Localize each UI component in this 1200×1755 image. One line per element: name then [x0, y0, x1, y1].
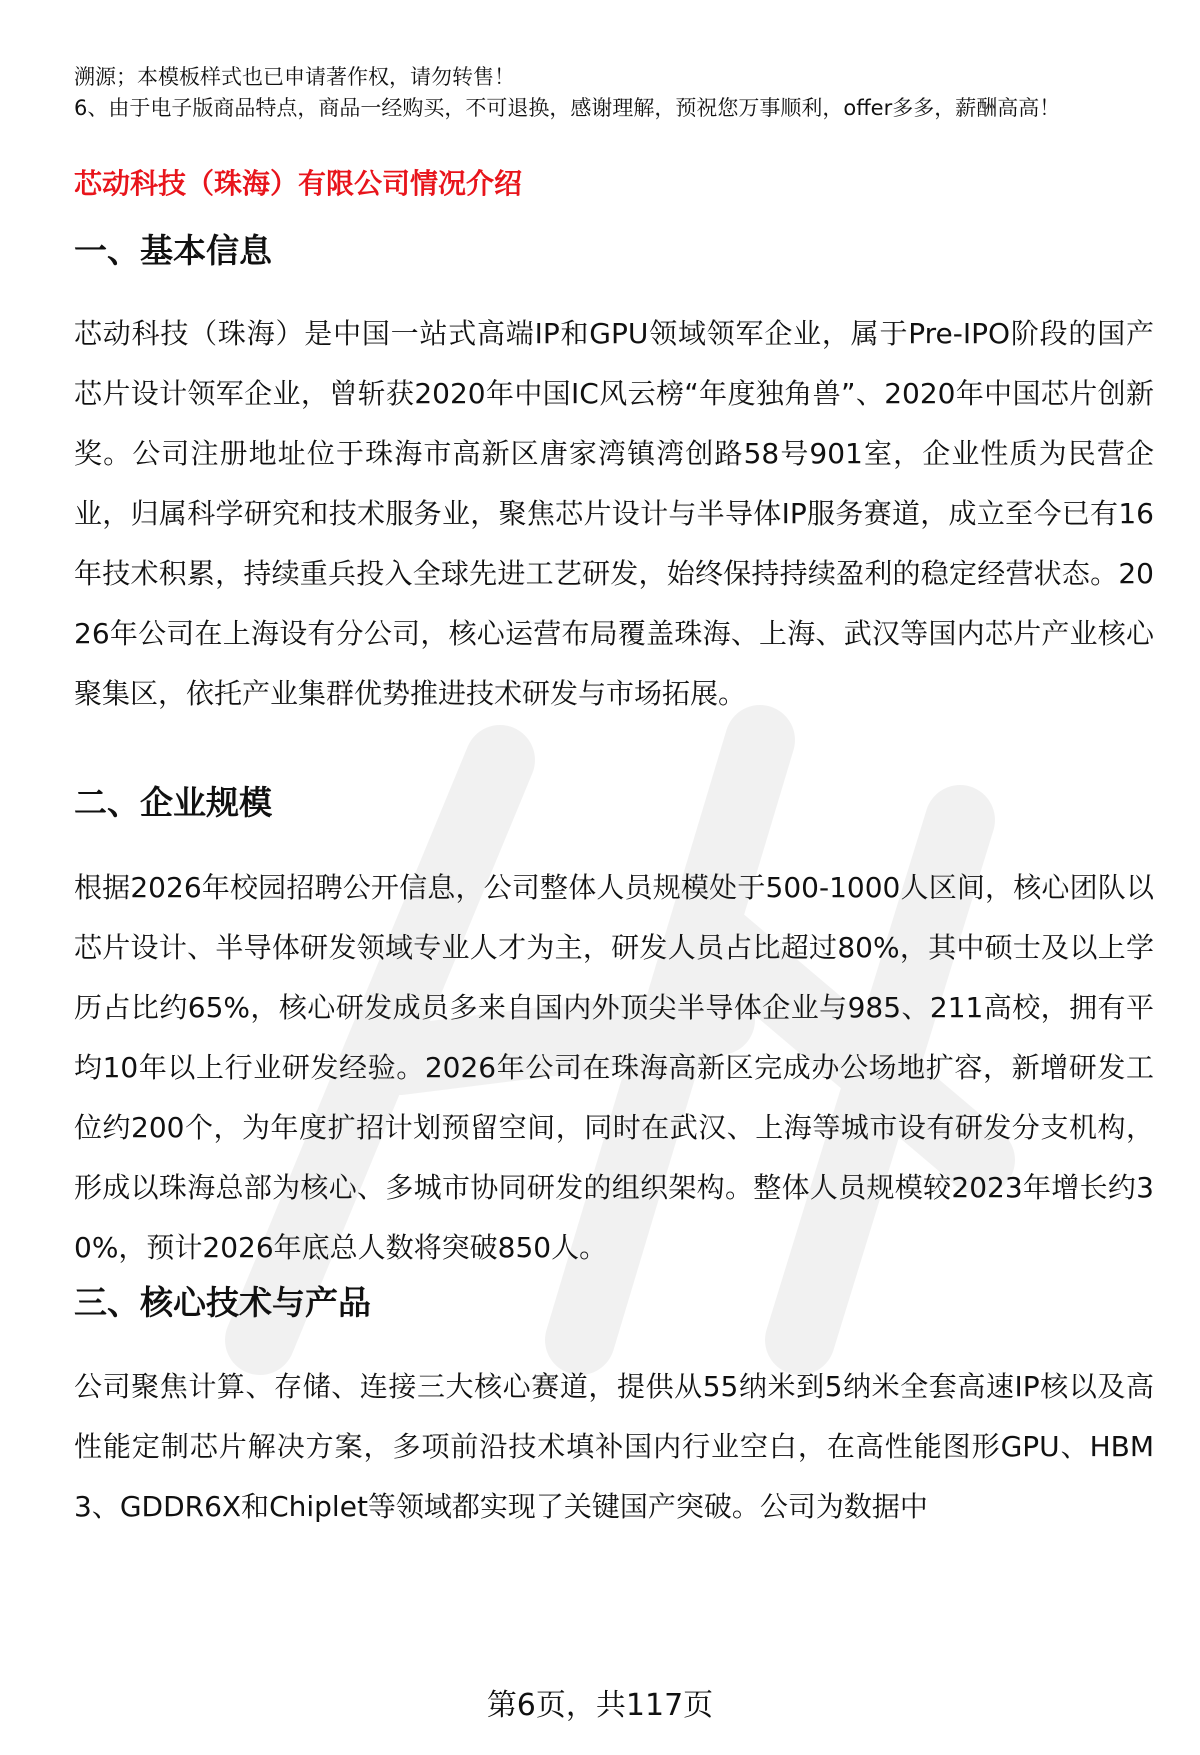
section-body-basic-info: 芯动科技（珠海）是中国一站式高端IP和GPU领域领军企业，属于Pre-IPO阶段的国产芯片设计领军企业，曾斩获2020年中国IC风云榜“年度独角兽”、2020年中国芯片创新奖。公司注册地址位于珠海市高新区唐家湾镇湾创路58号901室，企业性质为民营企业，归属科学研究和技术服务业，聚焦芯片设计与半导体IP服务赛道，成立至今已有16年技术积累，持续重兵投入全球先进工艺研发，始终保持持续盈利的稳定经营状态。2026年公司在上海设有分公司，核心运营布局覆盖珠海、上海、武汉等国内芯片产业核心聚集区，依托产业集群优势推进技术研发与市场拓展。	[74, 317, 1154, 710]
page-number: 第6页，共117页	[486, 1688, 714, 1723]
document-title: 芯动科技（珠海）有限公司情况介绍	[74, 167, 523, 200]
section-body-core-tech: 公司聚焦计算、存储、连接三大核心赛道，提供从55纳米到5纳米全套高速IP核以及高性能定制芯片解决方案，多项前沿技术填补国内行业空白，在高性能图形GPU、HBM3、GDDR6X和Chiplet等领域都实现了关键国产突破。公司为数据中	[74, 1370, 1154, 1523]
section-heading-basic-info: 一、基本信息	[74, 231, 272, 270]
section-heading-core-tech: 三、核心技术与产品	[74, 1283, 371, 1322]
notice-line-2: 6、由于电子版商品特点，商品一经购买，不可退换，感谢理解，预祝您万事顺利，offer多多，薪酬高高！	[74, 96, 1061, 120]
notice-line-1: 溯源；本模板样式也已申请著作权，请勿转售！	[74, 65, 515, 89]
section-heading-scale: 二、企业规模	[74, 783, 272, 822]
section-body-scale: 根据2026年校园招聘公开信息，公司整体人员规模处于500-1000人区间，核心团队以芯片设计、半导体研发领域专业人才为主，研发人员占比超过80%，其中硕士及以上学历占比约65%，核心研发成员多来自国内外顶尖半导体企业与985、211高校，拥有平均10年以上行业研发经验。2026年公司在珠海高新区完成办公场地扩容，新增研发工位约200个，为年度扩招计划预留空间，同时在武汉、上海等城市设有研发分支机构，形成以珠海总部为核心、多城市协同研发的组织架构。整体人员规模较2023年增长约30%，预计2026年底总人数将突破850人。	[74, 871, 1154, 1264]
